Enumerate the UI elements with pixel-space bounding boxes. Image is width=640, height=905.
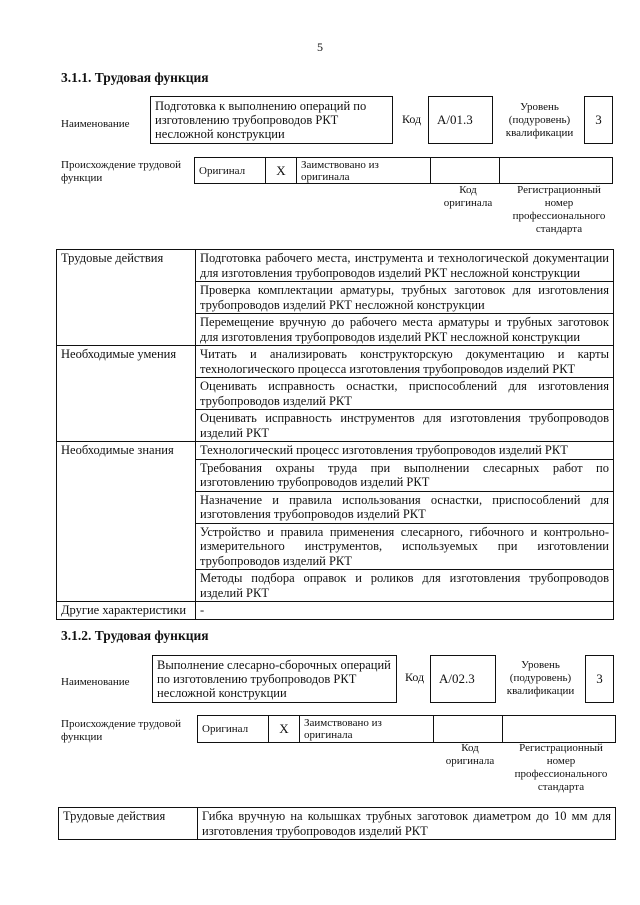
level-value-box: 3 <box>584 96 613 144</box>
original-mark: X <box>266 158 297 184</box>
page-number: 5 <box>317 40 323 54</box>
origin-code-label: Код оригинала <box>443 184 493 209</box>
table-cell: Перемещение вручную до рабочего места арматуры и трубных заготовок для изготовления трубопроводов изделий РКТ несложной конструкции <box>196 314 614 346</box>
function-name-box: Выполнение слесарно-сборочных операций по изготовлению трубопроводов РКТ несложной конструкции <box>152 655 397 703</box>
category-cell: Необходимые знания <box>57 442 196 602</box>
reg-number-cell <box>503 716 616 743</box>
table-row <box>57 602 614 620</box>
code-label: Код <box>405 670 425 684</box>
category-cell: Трудовые действия <box>59 808 198 840</box>
table-cell: Назначение и правила использования оснастки, приспособлений для изготовления трубопроводов изделий РКТ <box>196 491 614 523</box>
category-cell: Другие характеристики <box>57 602 196 620</box>
origin-table <box>197 715 616 743</box>
origin-label: Происхождение трудовой функции <box>61 159 182 184</box>
name-label: Наименование <box>61 118 130 130</box>
function-table-3-1-1 <box>56 249 614 620</box>
level-label: Уровень (подуровень) квалификации <box>506 659 575 697</box>
origin-code-cell <box>434 716 503 743</box>
level-value-box: 3 <box>585 655 614 703</box>
reg-number-label: Регистрационный номер профессионального стандарта <box>512 184 606 235</box>
table-cell: Гибка вручную на колышках трубных заготовок диаметром до 10 мм для изготовления трубопроводов изделий РКТ <box>198 808 616 840</box>
original-mark: X <box>269 716 300 743</box>
function-name-box: Подготовка к выполнению операций по изготовлению трубопроводов РКТ несложной конструкции <box>150 96 393 144</box>
table-cell: Устройство и правила применения слесарного, гибочного и контрольно-измерительного инструментов, используемых при изготовлении трубопроводов изделий РКТ <box>196 523 614 570</box>
table-cell: Проверка комплектации арматуры, трубных заготовок для изготовления трубопроводов изделий РКТ несложной конструкции <box>196 282 614 314</box>
table-cell: Подготовка рабочего места, инструмента и технологической документации для изготовления трубопроводов изделий РКТ несложной конструкции <box>196 250 614 282</box>
origin-code-cell <box>431 158 500 184</box>
name-label: Наименование <box>61 676 130 688</box>
table-row <box>57 250 614 282</box>
reg-number-label: Регистрационный номер профессионального стандарта <box>514 742 608 793</box>
table-row <box>57 442 614 460</box>
section-title-3-1-2: 3.1.2. Трудовая функция <box>61 628 209 643</box>
table-cell: Технологический процесс изготовления трубопроводов изделий РКТ <box>196 442 614 460</box>
level-label: Уровень (подуровень) квалификации <box>505 101 574 139</box>
code-value-box: A/01.3 <box>428 96 493 144</box>
function-table-3-1-2 <box>58 807 616 840</box>
original-label: Оригинал <box>198 716 269 743</box>
origin-label: Происхождение трудовой функции <box>61 718 182 743</box>
origin-table <box>194 157 613 184</box>
table-cell: Методы подбора оправок и роликов для изготовления трубопроводов изделий РКТ <box>196 570 614 602</box>
code-label: Код <box>402 112 422 126</box>
reg-number-cell <box>500 158 613 184</box>
table-cell: Требования охраны труда при выполнении слесарных работ по изготовлению трубопроводов изделий РКТ <box>196 459 614 491</box>
code-value-box: A/02.3 <box>430 655 496 703</box>
table-row <box>59 808 616 840</box>
table-cell: Оценивать исправность инструментов для изготовления трубопроводов изделий РКТ <box>196 410 614 442</box>
borrowed-label: Заимствовано из оригинала <box>297 158 431 184</box>
category-cell: Необходимые умения <box>57 346 196 442</box>
original-label: Оригинал <box>195 158 266 184</box>
table-cell: Читать и анализировать конструкторскую документацию и карты технологического процесса изготовления трубопроводов изделий РКТ <box>196 346 614 378</box>
section-title-3-1-1: 3.1.1. Трудовая функция <box>61 70 209 85</box>
table-cell: Оценивать исправность оснастки, приспособлений для изготовления трубопроводов изделий РКТ <box>196 378 614 410</box>
table-row <box>57 346 614 378</box>
table-cell: - <box>196 602 614 620</box>
origin-code-label: Код оригинала <box>445 742 495 767</box>
category-cell: Трудовые действия <box>57 250 196 346</box>
borrowed-label: Заимствовано из оригинала <box>300 716 434 743</box>
